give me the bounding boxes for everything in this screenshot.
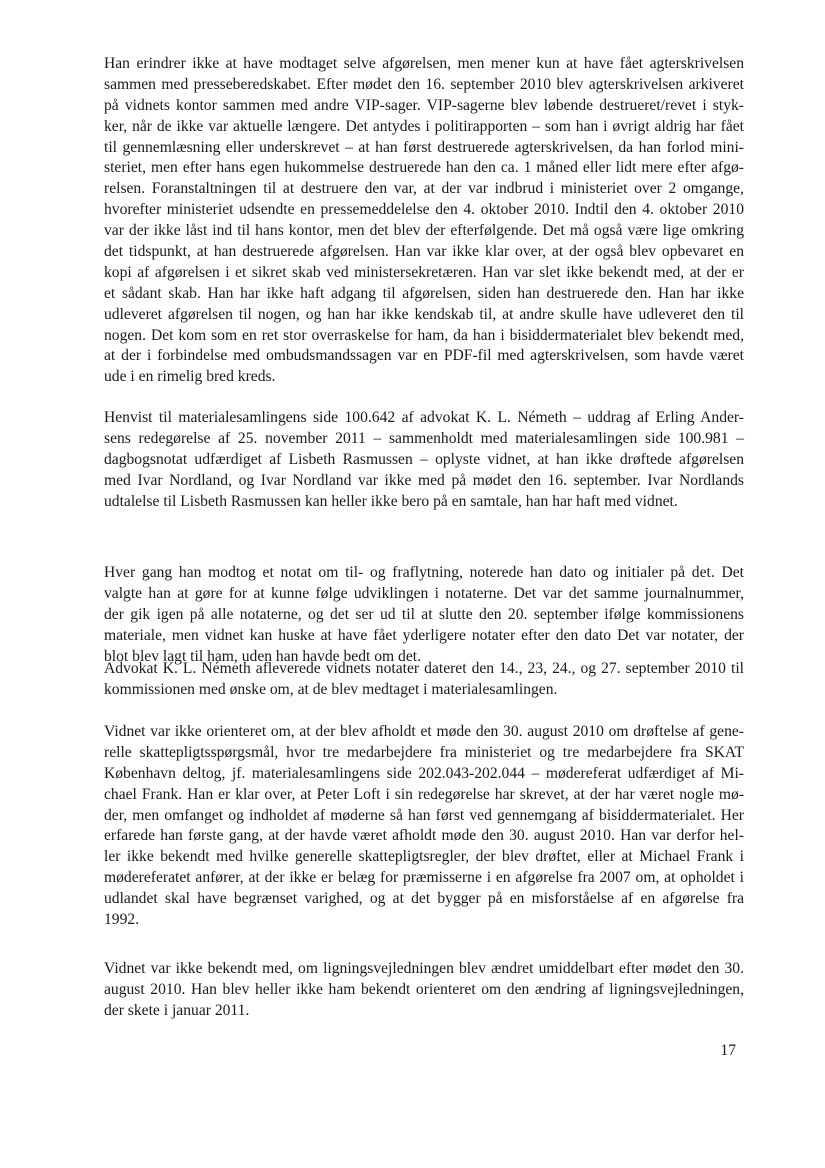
text-line: Vidnet var ikke bekendt med, om ligningsvejledningen blev ændret umiddelbart efter mødet den 30. — [104, 960, 744, 977]
text-line: materiale, men vidnet kan huske at have fået yderligere notater efter den dato Det var notater, der — [104, 626, 744, 644]
text-line: København deltog, jf. materialesamlingens side 202.043-202.044 – mødereferat udfærdiget af Mi- — [104, 764, 744, 782]
text-line: med Ivar Nordland, og Ivar Nordland var ikke med på mødet den 16. september. Ivar Nordlands — [104, 471, 744, 489]
text-line: blot blev lagt til ham, uden han havde bedt om det. — [104, 647, 421, 665]
paragraph-1 — [104, 54, 744, 388]
text-line: udlandet skal have begrænset varighed, og at det bygger på en misforståelse af en afgørelse fra — [104, 890, 744, 908]
text-line: Henvist til materialesamlingens side 100.642 af advokat K. L. Németh – uddrag af Erling Ander- — [104, 409, 744, 426]
page-number: 17 — [720, 1042, 736, 1059]
text-line: hvorefter ministeriet udsendte en pressemeddelelse den 4. oktober 2010. Indtil den 4. oktober 2010 — [104, 201, 744, 219]
text-line: der gik igen på alle notaterne, og det ser ud til at slutte den 20. september ifølge kommissionens — [104, 605, 744, 623]
paragraph-3 — [104, 563, 744, 667]
text-line: chael Frank. Han er klar over, at Peter Loft i sin redegørelse har skrevet, at der har været nogle mø- — [104, 785, 744, 803]
paragraph-6 — [104, 959, 744, 1022]
text-line: dagbogsnotat udfærdiget af Lisbeth Rasmussen – oplyste vidnet, at han ikke drøftede afgørelsen — [104, 450, 744, 468]
text-line: udtalelse til Lisbeth Rasmussen kan heller ikke bero på en samtale, han har haft med vidnet. — [104, 492, 678, 510]
text-line: der, men omfanget og indholdet af møderne så han først ved gennemgang af bisiddermaterialet. Her — [104, 806, 744, 824]
text-line: der skete i januar 2011. — [104, 1001, 250, 1019]
text-line: udleveret afgørelsen til nogen, og han har ikke kendskab til, at andre skulle have udleveret den til — [104, 305, 744, 323]
text-line: 1992. — [104, 911, 140, 929]
text-line: relle skattepligtsspørgsmål, hvor tre medarbejdere fra ministeriet og tre medarbejdere fra SKAT — [104, 743, 744, 761]
text-line: kommissionen med ønske om, at de blev medtaget i materialesamlingen. — [104, 680, 558, 698]
text-line: relsen. Foranstaltningen til at destruere den var, at der var indbrud i ministeriet over 2 omgange, — [104, 180, 744, 198]
text-line: kopi af afgørelsen i et sikret skab ved ministersekretæren. Han var slet ikke bekendt med, at der er — [104, 263, 744, 281]
paragraph-5 — [104, 722, 744, 931]
text-line: mødereferatet anfører, at der ikke er belæg for præmisserne i en afgørelse fra 2007 om, at opholdet i — [104, 869, 744, 887]
text-line: til gennemlæsning eller underskrevet – at han først destruerede agterskrivelsen, da han forlod mini- — [104, 138, 744, 156]
text-line: ker, når de ikke var aktuelle længere. Det antydes i politirapporten – som han i øvrigt aldrig har fået — [104, 117, 744, 135]
text-line: ude i en rimelig bred kreds. — [104, 368, 276, 386]
text-line: det tidspunkt, at han destruerede afgørelsen. Han var ikke klar over, at der også blev opbevaret en — [104, 243, 744, 261]
text-line: var der ikke låst ind til hans kontor, men det blev der efterfølgende. Det må også være lige omkring — [104, 222, 744, 240]
paragraph-2 — [104, 408, 744, 512]
paragraph-4 — [104, 659, 744, 701]
text-line: sammen med presseberedskabet. Efter mødet den 16. september 2010 blev agterskrivelsen arkiveret — [104, 75, 744, 93]
text-line: Advokat K. L. Németh afleverede vidnets notater dateret den 14., 23, 24., og 27. september 2010 til — [104, 660, 744, 677]
text-line: at der i forbindelse med ombudsmandssagen var en PDF-fil med agterskrivelsen, som havde været — [104, 347, 744, 365]
text-line: august 2010. Han blev heller ikke ham bekendt orienteret om den ændring af ligningsvejledningen, — [104, 980, 744, 998]
text-line: erfarede han første gang, at der havde været afholdt møde den 30. august 2010. Han var derfor hel- — [104, 827, 744, 845]
text-line: Hver gang han modtog et notat om til- og fraflytning, noterede han dato og initialer på det. Det — [104, 564, 744, 581]
text-line: på vidnets kontor sammen med andre VIP-sager. VIP-sagerne blev løbende destrueret/revet i styk- — [104, 96, 744, 114]
text-line: Han erindrer ikke at have modtaget selve afgørelsen, men mener kun at have fået agterskrivelsen — [104, 55, 744, 72]
text-line: nogen. Det kom som en ret stor overraskelse for ham, da han i bisiddermaterialet blev bekendt med, — [104, 326, 744, 344]
text-line: ler ikke bekendt med hvilke generelle skattepligtsregler, der blev drøftet, eller at Michael Frank i — [104, 848, 744, 866]
text-line: steriet, men efter hans egen hukommelse destruerede han den ca. 1 måned eller lidt mere efter afgø- — [104, 159, 744, 177]
text-line: Vidnet var ikke orienteret om, at der blev afholdt et møde den 30. august 2010 om drøftelse af gene- — [104, 723, 744, 740]
text-line: valgte han at gøre for at kunne følge udviklingen i notaterne. Det var det samme journalnummer, — [104, 584, 744, 602]
text-line: et sådant skab. Han har ikke haft adgang til afgørelsen, siden han destruerede den. Han har ikke — [104, 284, 744, 302]
text-line: sens redegørelse af 25. november 2011 – sammenholdt med materialesamlingen side 100.981 – — [104, 429, 744, 447]
